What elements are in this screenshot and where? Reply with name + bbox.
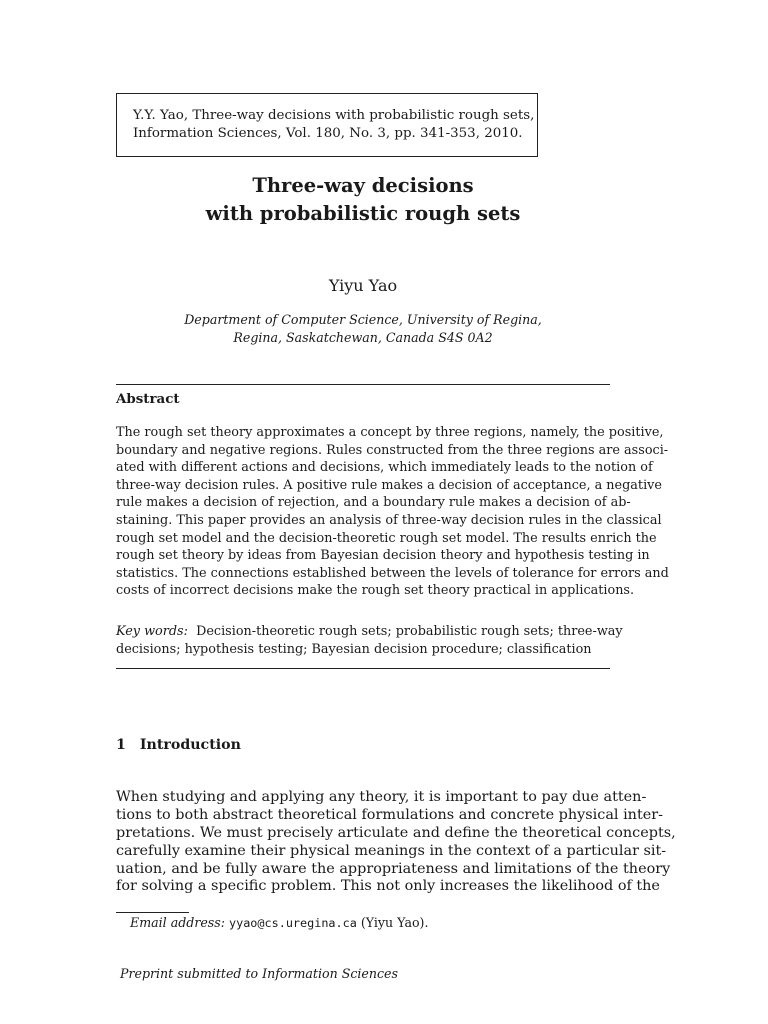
preprint-note: Preprint submitted to Information Sciences — [120, 966, 398, 981]
title-line-2: with probabilistic rough sets — [205, 202, 521, 225]
abstract-bottom-rule — [116, 668, 610, 669]
paper-title — [0, 172, 726, 228]
abstract-line: staining. This paper provides an analysis of three-way decision rules in the classical — [116, 512, 662, 528]
footnote-label: Email address: — [130, 915, 225, 930]
author-name: Yiyu Yao — [328, 276, 398, 295]
abstract-line: boundary and negative regions. Rules constructed from the three regions are associ- — [116, 442, 669, 458]
affiliation-line-1: Department of Computer Science, University of Regina, — [184, 312, 542, 327]
abstract-line: The rough set theory approximates a concept by three regions, namely, the positive, — [116, 425, 664, 440]
footnote — [130, 914, 428, 932]
section-number: 1 — [116, 737, 126, 753]
affiliation — [0, 311, 726, 347]
footnote-rule — [116, 912, 189, 913]
section-title: Introduction — [139, 737, 241, 753]
intro-line: uation, and be fully aware the appropriateness and limitations of the theory — [116, 860, 671, 877]
citation-line-2: Information Sciences, Vol. 180, No. 3, pp. 341-353, 2010. — [133, 126, 523, 141]
intro-line: pretations. We must precisely articulate and define the theoretical concepts, — [116, 824, 676, 841]
footnote-name: (Yiyu Yao). — [360, 915, 429, 930]
abstract-line: rough set model and the decision-theoretic rough set model. The results enrich the — [116, 530, 657, 546]
title-line-1: Three-way decisions — [252, 174, 474, 197]
abstract-line: rule makes a decision of rejection, and a boundary rule makes a decision of ab- — [116, 495, 631, 511]
abstract-line: three-way decision rules. A positive rule makes a decision of acceptance, a negative — [116, 477, 662, 493]
keywords-line-1 — [116, 623, 623, 641]
abstract-line: ated with different actions and decisions, which immediately leads to the notion of — [116, 460, 653, 476]
keywords-line-2: decisions; hypothesis testing; Bayesian decision procedure; classification — [116, 641, 592, 657]
citation-line-1: Y.Y. Yao, Three-way decisions with probabilistic rough sets, — [133, 108, 535, 123]
keywords-text-1: Decision-theoretic rough sets; probabilistic rough sets; three-way — [196, 624, 623, 639]
citation-box — [116, 93, 538, 157]
keywords-block — [116, 623, 623, 658]
abstract-line: rough set theory by ideas from Bayesian decision theory and hypothesis testing in — [116, 548, 650, 564]
abstract-line: costs of incorrect decisions make the rough set theory practical in applications. — [116, 583, 635, 599]
introduction-body — [116, 789, 676, 896]
keywords-label: Key words: — [116, 624, 188, 639]
section-heading — [116, 735, 241, 755]
abstract-heading: Abstract — [116, 391, 180, 407]
intro-line: When studying and applying any theory, it is important to pay due atten- — [116, 789, 647, 805]
abstract-top-rule — [116, 384, 610, 385]
intro-line: for solving a specific problem. This not only increases the likelihood of the — [116, 878, 660, 895]
footnote-email[interactable]: yyao@cs.uregina.ca — [229, 916, 357, 930]
abstract-body — [116, 424, 669, 600]
intro-line: tions to both abstract theoretical formulations and concrete physical inter- — [116, 806, 663, 823]
affiliation-line-2: Regina, Saskatchewan, Canada S4S 0A2 — [233, 330, 493, 345]
abstract-line: statistics. The connections established between the levels of tolerance for errors and — [116, 565, 669, 581]
intro-line: carefully examine their physical meanings in the context of a particular sit- — [116, 842, 667, 859]
